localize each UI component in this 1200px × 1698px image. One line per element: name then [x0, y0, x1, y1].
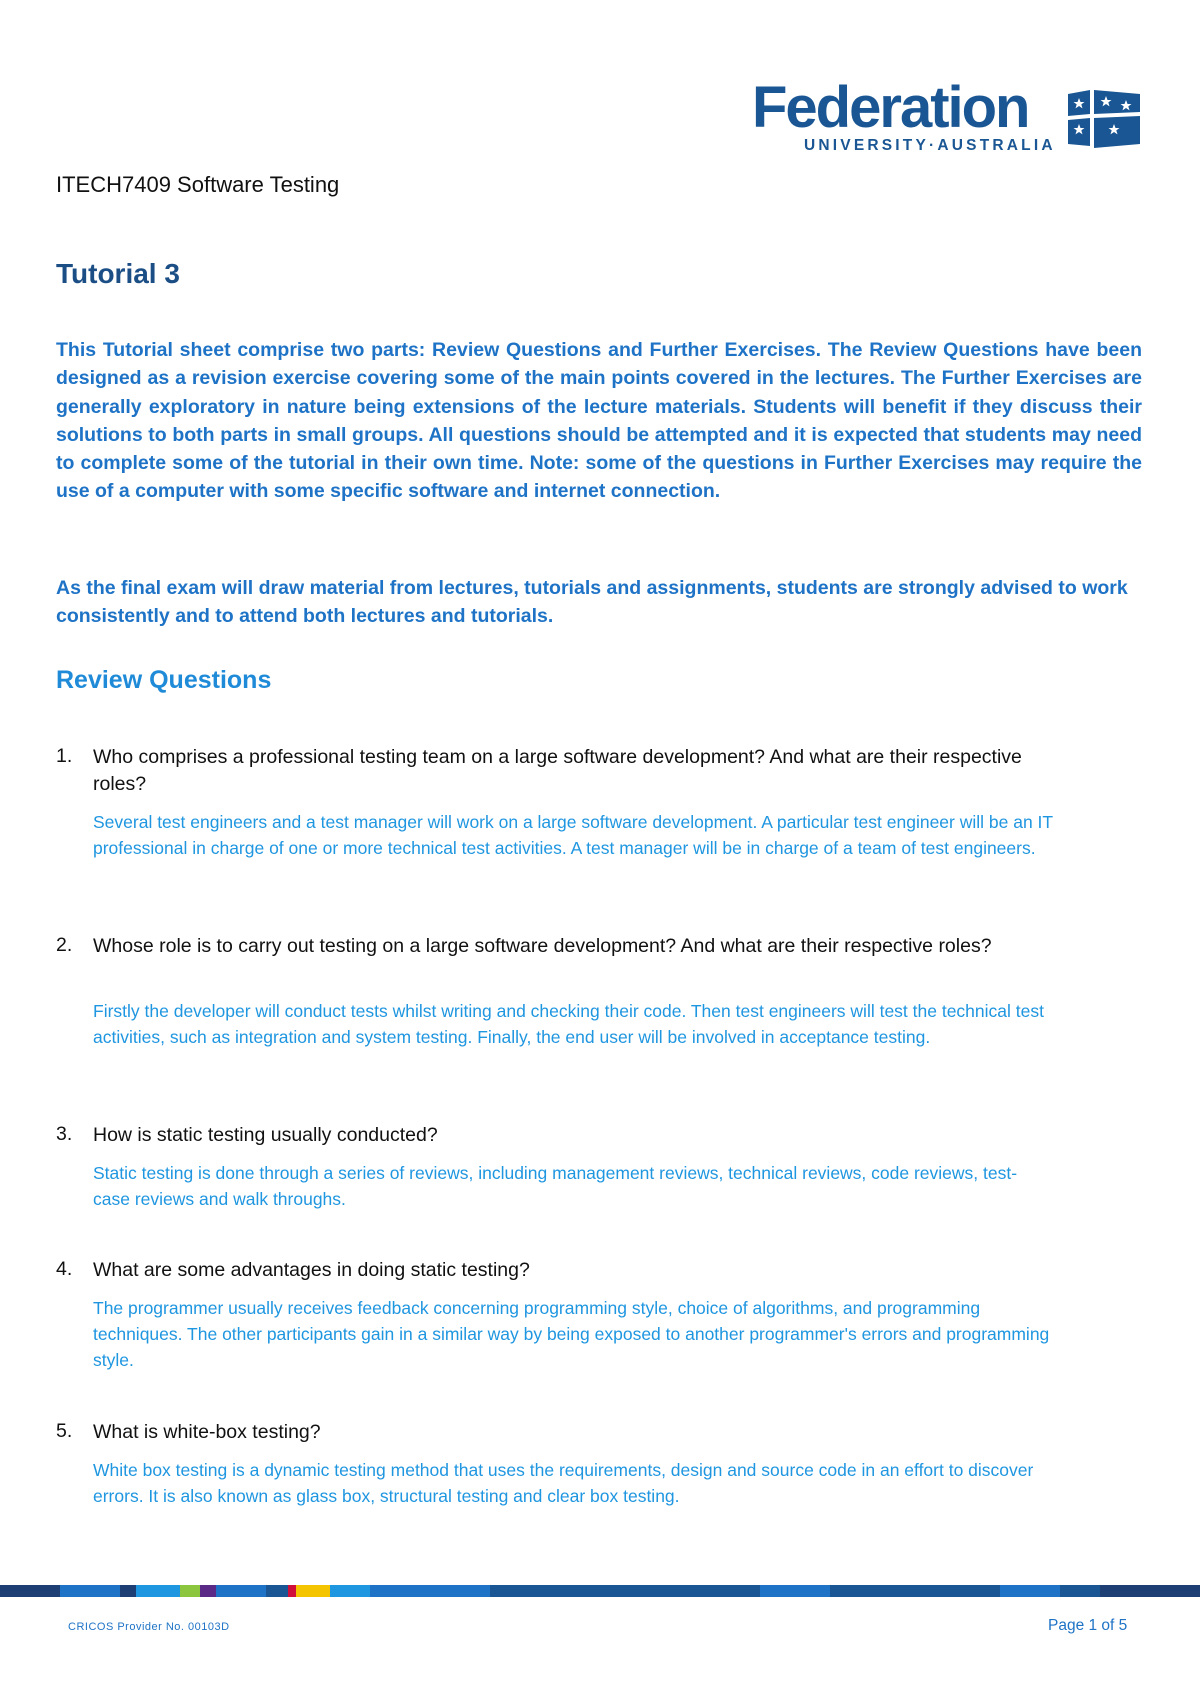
advice-paragraph: As the final exam will draw material from lectures, tutorials and assignments, students are strongly advised to work consistently and to attend both lectures and tutorials.	[56, 577, 1128, 628]
question-text: Who comprises a professional testing team on a large software development? And what are their respective roles?	[93, 746, 1022, 795]
answer-text: Static testing is done through a series of reviews, including management reviews, technical reviews, code reviews, test-case reviews and walk throughs.	[93, 1163, 1018, 1209]
question-number: 2.	[56, 934, 73, 956]
course-code-title: ITECH7409 Software Testing	[56, 172, 340, 197]
question-number: 1.	[56, 745, 73, 767]
question-text: How is static testing usually conducted?	[93, 1124, 438, 1146]
question-number: 4.	[56, 1258, 73, 1280]
question-number: 5.	[56, 1420, 73, 1442]
question-text: What is white-box testing?	[93, 1421, 321, 1443]
intro-paragraph: This Tutorial sheet comprise two parts: Review Questions and Further Exercises. The Review Questions have been designed as a revision exercise covering some of the main points covered in the lectures. The Further Exercises are generally exploratory in nature being extensions of the lecture materials. Students will benefit if they discuss their solutions to both parts in small groups. All questions should be attempted and it is expected that students may need to complete some of the tutorial in their own time. Note: some of the questions in Further Exercises may require the use of a computer with some specific software and internet connection.	[56, 339, 1142, 503]
section-title: Review Questions	[56, 666, 272, 694]
question-text: Whose role is to carry out testing on a large software development? And what are their respective roles?	[93, 935, 992, 957]
question-number: 3.	[56, 1123, 73, 1145]
cricos-provider-number: CRICOS Provider No. 00103D	[68, 1621, 230, 1633]
footer-color-band	[0, 1585, 1200, 1597]
answer-text: Firstly the developer will conduct tests whilst writing and checking their code. Then test engineers will test the technical test activities, such as integration and system testing. Finally, the end user will be involved in acceptance testing.	[93, 1001, 1044, 1047]
logo-wordmark: Federation	[752, 75, 1029, 140]
tutorial-title: Tutorial 3	[56, 258, 180, 289]
answer-text: Several test engineers and a test manager will work on a large software development. A particular test engineer will be an IT professional in charge of one or more technical test activities. A test manager will be in charge of a team of test engineers.	[93, 812, 1053, 858]
page-number: Page 1 of 5	[1048, 1617, 1128, 1634]
answer-text: White box testing is a dynamic testing method that uses the requirements, design and source code in an effort to discover errors. It is also known as glass box, structural testing and clear box testing.	[93, 1460, 1034, 1506]
southern-cross-flag-icon	[1066, 86, 1142, 150]
federation-logo	[752, 75, 1144, 164]
question-text: What are some advantages in doing static testing?	[93, 1259, 530, 1281]
logo-subtitle: UNIVERSITY·AUSTRALIA	[804, 137, 1056, 154]
answer-text: The programmer usually receives feedback concerning programming style, choice of algorithms, and programming techniques. The other participants gain in a similar way by being exposed to another programmer's errors and programming style.	[93, 1298, 1050, 1370]
